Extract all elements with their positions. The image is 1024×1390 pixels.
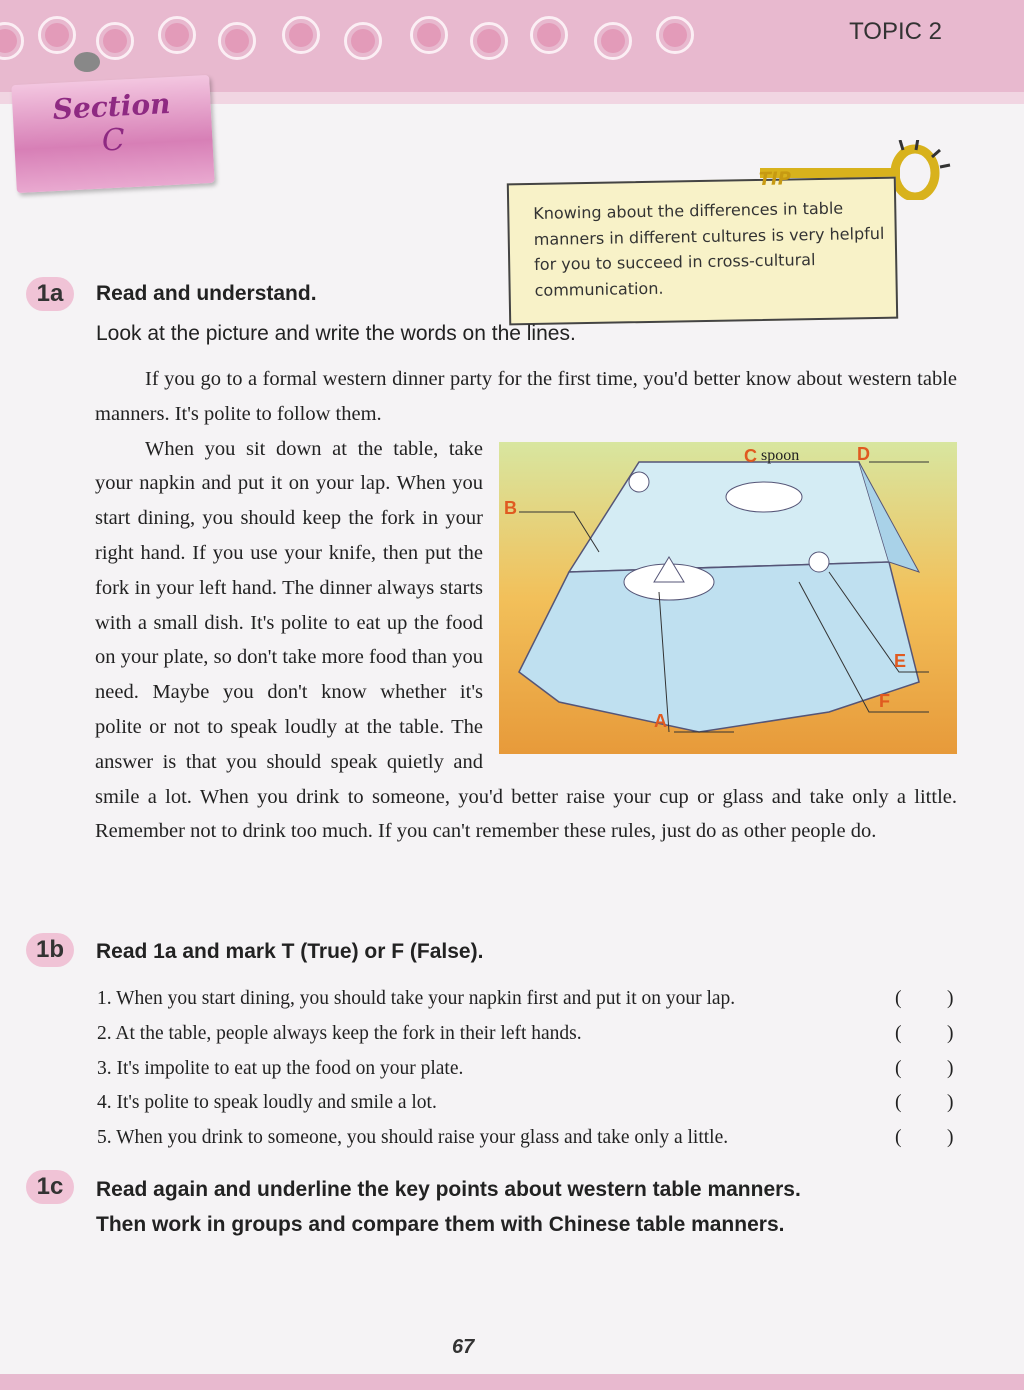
statement-text: 4. It's polite to speak loudly and smile a lot.	[97, 1092, 437, 1114]
ring-decoration	[218, 22, 256, 60]
label-e: E	[894, 650, 907, 671]
answer-blank-open[interactable]: (	[895, 1022, 902, 1044]
label-f: F	[879, 690, 890, 711]
answer-blank-open[interactable]: (	[895, 1092, 902, 1114]
answer-blank-close: )	[947, 1092, 954, 1114]
statement-item	[97, 1052, 959, 1087]
exercise-title-1b: Read 1a and mark T (True) or F (False).	[96, 940, 484, 963]
exercise-1c-line: Read again and underline the key points about western table manners.	[96, 1178, 801, 1201]
ring-decoration	[594, 22, 632, 60]
instruction-1a: Look at the picture and write the words on the lines.	[96, 322, 576, 345]
statement-item	[97, 982, 959, 1017]
label-a: A	[654, 710, 667, 731]
statement-text: 2. At the table, people always keep the fork in their left hands.	[97, 1022, 582, 1044]
pin-icon	[74, 52, 100, 72]
page-number: 67	[452, 1336, 475, 1358]
ring-decoration	[282, 16, 320, 54]
ring-decoration	[410, 16, 448, 54]
ring-decoration	[470, 22, 508, 60]
statement-text: 1. When you start dining, you should take your napkin first and put it on your lap.	[97, 988, 736, 1009]
topic-label: TOPIC 2	[849, 18, 942, 45]
ring-decoration	[38, 16, 76, 54]
ring-decoration	[96, 22, 134, 60]
paragraph: When you sit down at the table, take your napkin and put it on your lap. When you start dining, you should keep the fork in your right hand. If you use your knife, then put the fork in your left hand. The dinner always starts with a small dish. It's polite to eat up the food on your plate, so don't take more food than you need. Maybe you don't know whether it's polite or not to speak loudly at the table. The answer is that you should speak quietly and smile a lot. When you drink to someone, you'd better raise your cup or glass and take only a little. Remember not to drink too much. If you can't remember these rules, just do as other people do.	[95, 437, 957, 843]
statement-item	[97, 1017, 959, 1052]
section-letter: C	[100, 122, 126, 159]
ring-decoration	[656, 16, 694, 54]
label-b: B	[504, 497, 517, 518]
statement-item	[97, 1086, 959, 1121]
label-c: C	[744, 445, 757, 466]
answer-blank-open[interactable]: (	[895, 1127, 902, 1149]
answer-blank-close: )	[947, 1022, 954, 1044]
answer-blank-open[interactable]: (	[895, 988, 902, 1009]
exercise-number-1b: 1b	[26, 933, 74, 967]
ring-decoration	[158, 16, 196, 54]
exercise-1c-text	[96, 1172, 801, 1242]
answer-blank-close: )	[947, 1057, 954, 1079]
answer-blank-close: )	[947, 1127, 954, 1149]
section-word: Section	[51, 86, 172, 127]
statement-text: 5. When you drink to someone, you should raise your glass and take only a little.	[97, 1127, 729, 1149]
section-sign	[11, 75, 214, 193]
true-false-list	[97, 982, 959, 1156]
exercise-number-1a: 1a	[26, 277, 74, 311]
footer-band	[0, 1374, 1024, 1390]
exercise-number-1c: 1c	[26, 1170, 74, 1204]
statement-text: 3. It's impolite to eat up the food on your plate.	[97, 1057, 464, 1079]
paragraph: If you go to a formal western dinner party for the first time, you'd better know about western table manners. It's polite to follow them.	[95, 368, 957, 425]
tip-box	[507, 168, 898, 326]
answer-blank-close: )	[947, 988, 954, 1009]
statement-item	[97, 1121, 959, 1156]
table-setting-picture	[499, 442, 957, 754]
tip-text: Knowing about the differences in table manners in different cultures is very helpful for you to succeed in cross-cultural communication.	[533, 198, 885, 300]
tip-label: TIP	[758, 168, 792, 191]
exercise-title-1a: Read and understand.	[96, 282, 317, 305]
exercise-1c-line: Then work in groups and compare them with Chinese table manners.	[96, 1213, 785, 1236]
ring-decoration	[344, 22, 382, 60]
label-d: D	[857, 443, 870, 464]
ring-decoration	[530, 16, 568, 54]
label-spoon: spoon	[761, 446, 800, 464]
answer-blank-open[interactable]: (	[895, 1057, 902, 1079]
reading-passage	[95, 362, 957, 849]
